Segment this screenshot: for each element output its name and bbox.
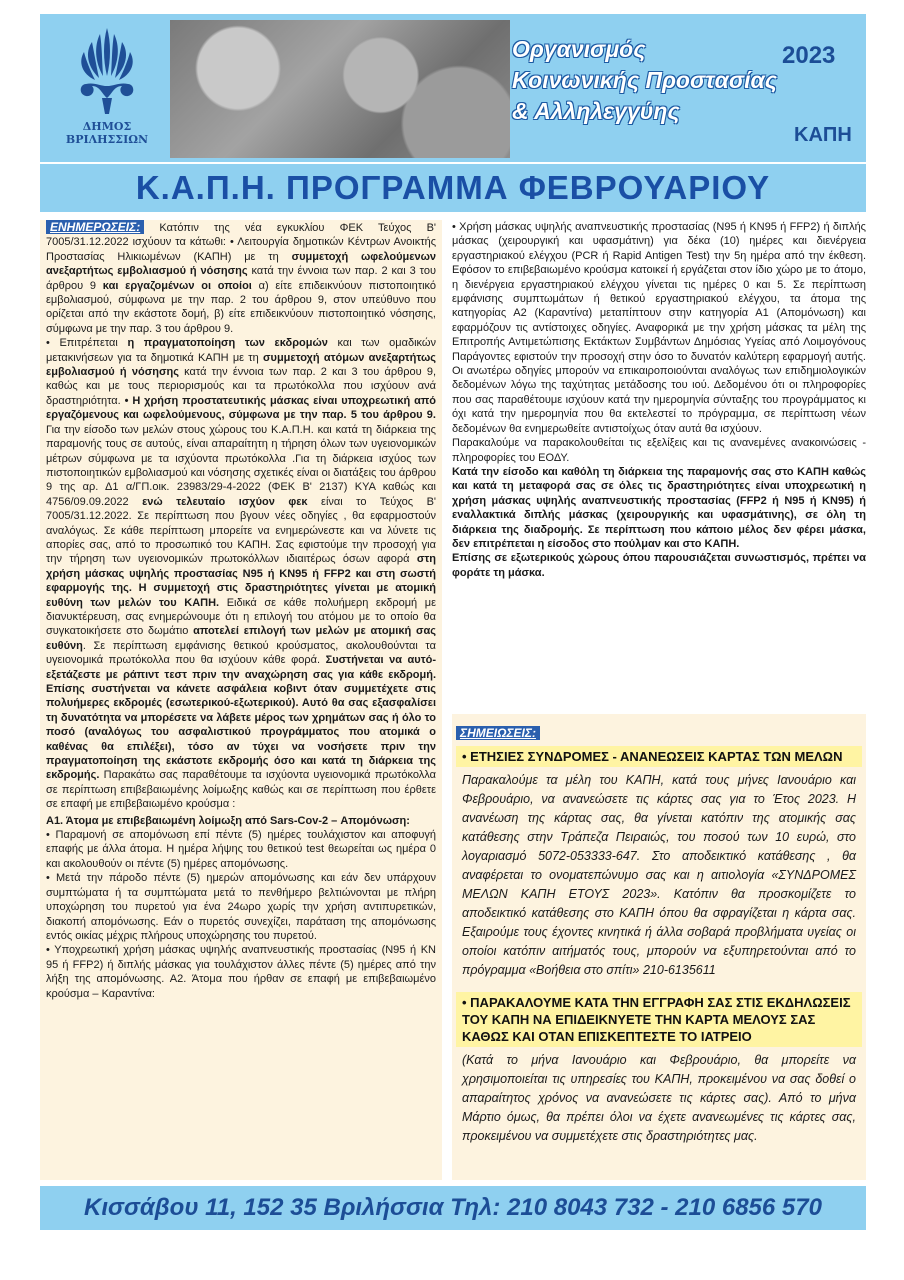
text: Για την είσοδο των μελών στους χώρους του Κ.Α.Π.Η. και κατά τη διάρκεια της παραμονής τους σε αυτούς, είναι απαραίτητη η τήρηση όλων των υγειονομικών μέτρων σύμφωνα με τα ισχύοντα πρωτόκολλα .Για τη διάρκεια ισχύος των πιστοποιητικών εμβολιασμού και νόσησης σχετικές είναι οι διατάξεις του άρθρου 9 της αρ. Δ1 α/ΓΠ.οικ. 23983/29-4-2022 (ΦΕΚ Β' 2137) ΚΥΑ καθώς και 4756/09.09.2022 — [46, 423, 436, 508]
org-line1: Οργανισμός — [512, 36, 646, 62]
note-2-heading: • ΠΑΡΑΚΑΛΟΥΜΕ ΚΑΤΑ ΤΗΝ ΕΓΓΡΑΦΗ ΣΑΣ ΣΤΙΣ ΕΚΔΗΛΩΣΕΙΣ ΤΟΥ ΚΑΠΗ ΝΑ ΕΠΙΔΕΙΚΝΥΕΤΕ ΤΗΝ ΚΑΡΤΑ ΜΕΛΟΥΣ ΣΑΣ ΚΑΘΩΣ ΚΑΙ ΟΤΑΝ ΕΠΙΣΚΕΠΤΕΣΤΕ ΤΟ ΙΑΤΡΕΙΟ — [456, 992, 862, 1047]
text-bold: • Η χρήση προστατευτικής μάσκας είναι υποχρεωτική από εργαζόμενους και ωφελούμενους, σύμφωνα με την παρ. 5 του άρθρου 9. — [46, 394, 436, 422]
text-bold: Συστήνεται να αυτό-εξετάζεστε με ράπιντ τεστ πριν την αναχώρηση σας για κάθε εκδρομή. Επίσης συστήνεται να κάνετε ασφάλεια κοβιντ όταν συμμετέχετε στις πολυήμερες εκδρομές (εσωτερικού-εξωτερικού). Αυτό θα σας εξασφαλίσει τη δυνατότητα να μπορέσετε να λάβετε μέρος των χρημάτων σας ή όλο το ποσό (αναλόγως του ασφαλιστικού προγράμματος που ατομικά ο καθένας θα επιλέξει), τόσο αν τύχει να νοσήσετε πριν την πραγματοποίηση της εκάστοτε εκδρομής όσο και κατά τη διάρκεια της εκδρομής. — [46, 654, 437, 782]
notes-label: ΣΗΜΕΙΩΣΕΙΣ: — [456, 726, 540, 740]
isolation-heading — [46, 814, 436, 828]
note-1-body: Παρακαλούμε τα μέλη του ΚΑΠΗ, κατά τους μήνες Ιανουάριο και Φεβρουάριο, να ανανεώσετε τις κάρτες σας για το Έτος 2023. Η ανανέωση της κάρτας σας, θα γίνεται κατόπιν της ατομικής σας κατάθεσης στην Τράπεζα Πειραιώς, του ποσού των 10 ευρώ, στο λογαριασμό 5072-053333-647. Στο αποδεικτικό κατάθεσης , θα αναφέρεται το ονοματεπώνυμο σας και η αιτιολογία «ΣΥΝΔΡΟΜΕΣ ΜΕΛΩΝ ΚΑΠΗ ΕΤΟΥΣ 2023». Κατόπιν θα προσκομίζετε το αποδεικτικό κατάθεσης στο ΚΑΠΗ όπου θα σφραγίζεται η κάρτα σας. Εξαιρούμε τους έχοντες κινητικά ή άλλα σοβαρά προβλήματα υγείας οι οποίοι κατόπιν αιτήματός τους, μπορούν να εξυπηρετούνται από το πρόγραμμα «Βοήθεια στο σπίτι» 210-6135611 — [462, 773, 856, 977]
palmette-icon — [72, 24, 142, 120]
text: κατά την έννοια των παρ. 2 και 3 του άρθρου 9, καθώς και με τους περιορισμούς και τα πρωτόκολλα που ισχύουν ανά δραστηριότητα. — [46, 366, 436, 407]
text: Ειδικά σε κάθε πολυήμερη εκδρομή με διανυκτέρευση, σας ενημερώνουμε ότι η επιλογή του ατόμου με το οποίο θα συγκατοικήσετε στο δωμάτιο — [46, 596, 436, 638]
text-bold: Επίσης σε εξωτερικούς χώρους όπου παρουσιάζεται συνωστισμός, πρέπει να φοράτε τη μάσκα. — [452, 552, 866, 579]
isolation-bullet-3: • Υποχρεωτική χρήση μάσκας υψηλής αναπνευστικής προστασίας (N95 ή KN 95 ή FFP2) ή διπλής μάσκας για τουλάχιστον άλλες πέντε (5) ημέρες από την λήξη της απομόνωσης. Α2. Άτομα που ήρθαν σε επαφή με επιβεβαιωμένο κρούσμα – Καραντίνα: — [46, 944, 436, 1000]
updates-label: ΕΝΗΜΕΡΩΣΕΙΣ: — [46, 220, 144, 234]
text-bold: συμμετοχή ατόμων ανεξαρτήτως εμβολιασμού ή νόσησης — [46, 351, 436, 379]
flyer-page — [40, 14, 866, 1230]
text-bold: αποτελεί επιλογή των μελών με ατομική σας ευθύνη — [46, 625, 436, 652]
guidance-paragraph-2: Παρακαλούμε να παρακολουθείται τις εξελίξεις και τις ανανεμένες ανακοινώσεις - πληροφορίες του ΕΟΔΥ. — [452, 437, 866, 464]
text-bold: στη χρήση μάσκας υψηλής προστασίας N95 ή KN95 ή FFP2 και στη σωστή εφαρμογής της. Η συμμετοχή στις δραστηριότητες γίνεται με ατομική ευθύνη των μελών του ΚΑΠΗ. — [46, 553, 436, 609]
logo-line1: ΔΗΜΟΣ — [82, 120, 132, 133]
municipality-logo — [48, 24, 166, 154]
text-bold: η πραγματοποίηση των εκδρομών — [127, 337, 328, 350]
text: α) είτε επιδεικνύουν πιστοποιητικό εμβολιασμού, σύμφωνα με την παρ. 2 του άρθρου 9, στον υπεύθυνο που ορίζεται από την εκάστοτε δομή, β) είτε επιδεικνύουν πιστοποιητικό νόσησης, σύμφωνα με την παρ. 3 του άρθρου 9. — [46, 279, 436, 335]
mask-rule-paragraph — [452, 465, 866, 551]
text-bold: Κατά την είσοδο και καθόλη τη διάρκεια της παραμονής σας στο ΚΑΠΗ καθώς και κατά τη μεταφορά σας σε όλες τις δραστηριότητες είναι υποχρεωτική η χρήση μάσκας υψηλής αναπνευστικής προστασίας (FFP2 ή N95 ή KN95) ή εναλλακτικά διπλής μάσκας (χειρουργικής και υφασμάτινης), σε όλη τη διάρκεια της διαδρομής. Σε περίπτωση που κάποιο μέλος δεν φέρει μάσκα, δεν επιτρέπεται η είσοδος στο πούλμαν και στο ΚΑΠΗ. — [452, 465, 866, 550]
text-bold: ενώ τελευταίο ισχύον φεκ — [142, 495, 308, 508]
page-title: Κ.Α.Π.Η. ΠΡΟΓΡΑΜΜΑ ΦΕΒΡΟΥΑΡΙΟΥ — [135, 169, 771, 206]
kapi-label: ΚΑΠΗ — [794, 124, 852, 146]
text: είναι το Τεύχος Β' 7005/31.12.2022. Σε περίπτωση που βγουν νέες οδηγίες , θα εφαρμοστούν αναλόγως. Σε κάθε περίπτωση μπορείτε να ενημερώνεστε και να λύνετε τις απορίες σας, από το προσωπικό του ΚΑΠΗ. Σας εφιστούμε την προσοχή για την τήρηση των υγειονομικών πρωτοκόλλων ιδιαιτέρως όσων αφορά — [46, 495, 437, 566]
organization-title — [512, 34, 782, 127]
text: κατά την έννοια των παρ. 2 και 3 του άρθρου 9 — [46, 265, 436, 292]
note-1-heading: • ΕΤΗΣΙΕΣ ΣΥΝΔΡΟΜΕΣ - ΑΝΑΝΕΩΣΕΙΣ ΚΑΡΤΑΣ ΤΩΝ ΜΕΛΩΝ — [456, 746, 862, 767]
text: και των ομαδικών μετακινήσεων για τα δημοτικά ΚΑΠΗ με τη — [46, 337, 437, 364]
text: Κατόπιν της νέα εγκυκλίου ΦΕΚ Τεύχος Β' 7005/31.12.2022 ισχύουν τα κάτωθι: • Λειτουργία δημοτικών Κέντρων Ανοικτής Προστασίας Ηλικιωμένων (ΚΑΠΗ) με τη — [46, 222, 437, 263]
header — [40, 14, 866, 162]
title-banner — [40, 164, 866, 212]
footer-text: Κισσάβου 11, 152 35 Βριλήσσια Τηλ: 210 8043 732 - 210 6856 570 — [84, 1194, 822, 1221]
text: • Επιτρέπεται — [46, 337, 128, 350]
footer-contact — [40, 1186, 866, 1230]
org-line3: & Αλληλεγγύης — [512, 98, 680, 124]
logo-line2: ΒΡΙΛΗΣΣΙΩΝ — [65, 133, 149, 146]
header-photo — [170, 20, 510, 158]
text: Παρακάτω σας παραθέτουμε τα ισχύοντα υγειονομικά πρωτόκολλα σε περίπτωση επιβεβαιωμένης λοίμωξης καθώς και σε περίπτωση που έρθετε σε επαφή με επιβεβαιωμένο κρούσμα : — [46, 769, 436, 811]
updates-paragraph-1 — [46, 220, 436, 336]
guidance-column — [452, 220, 866, 580]
guidance-paragraph-1: • Χρήση μάσκας υψηλής αναπνευστικής προστασίας (N95 ή KN95 ή FFP2) ή διπλής μάσκας (χειρουργική και υφασμάτινη) για δέκα (10) ημέρες και διενέργεια εργαστηριακού ελέγχου (PCR ή Rapid Antigen Test) την 5η ημέρα από την έκθεση. Εφόσον το επιβεβαιωμένο κρούσμα κατοικεί ή εργάζεται στον ίδιο χώρο με το άτομο, η διενέργεια εργαστηριακού ελέγχου γίνεται τις ημέρες 0 και 5. Σε περίπτωση εμφάνισης συμπτωμάτων ή θετικού εργαστηριακού ελέγχου, τα άτομα της κατηγορίας Α2 (Καραντίνα) μεταπίπτουν στην κατηγορία Α1 (Απομόνωση) και εφαρμόζουν τις αντίστοιχες οδηγίες. Αναφορικά με την χρήση μάσκας τα μέλη της Επιτροπής Αντιμετώπισης Εκτάκτων Συμβάντων Δημόσιας Υγείας από Λοιμογόνους Παράγοντες εφιστούν την προσοχή στην όσο το δυνατόν καλύτερη εφαρμογή αυτής. Οι ανωτέρω οδηγίες μπορούν να επικαιροποιούνται αναλόγως των επιδημιολογικών δεδομένων λόγω της ταχύτητας μετάδοσης του ιού. Δεδομένου ότι οι πληροφορίες που σας παραθέτουμε ισχύουν κατά την ημερομηνία σύνταξης του προγράμματος κι όχι κατά την ημερομηνία που θα εκτελεστεί το πρόγραμμα, σε περίπτωση νέων δεδομένων θα ενημερωθείτε αντιστοίχως όταν αυτά θα ισχύουν. — [452, 221, 866, 435]
org-line2: Κοινωνικής Προστασίας — [512, 67, 778, 93]
notes-section — [452, 714, 866, 1180]
updates-column — [40, 220, 442, 1180]
text: . Σε περίπτωση εμφάνισης θετικού κρούσματος, ακολουθούνται τα υγειονομικά πρωτόκολλα που θα ισχύουν κάθε φορά. — [46, 639, 436, 667]
updates-paragraph-2 — [46, 336, 436, 811]
year: 2023 — [782, 42, 836, 69]
isolation-bullet-2: • Μετά την πάροδο πέντε (5) ημερών απομόνωσης και εάν δεν υπάρχουν συμπτώματα ή τα συμπτώματα μετά το πενθήμερο βελτιώνονται με πλήρη υποχώρηση του πυρετού για ένα 24ωρο χωρίς την χρήση αντιπυρετικών, διακοπή απομόνωσης. Εάν ο πυρετός συνεχίζει, παράταση της απομόνωσης εντός οικίας μέχρις πλήρους υποχώρησης του πυρετού. — [46, 872, 436, 942]
text-bold: Α1. Άτομα με επιβεβαιωμένη λοίμωξη από Sars-Cov-2 – Απομόνωση: — [46, 814, 410, 827]
text-bold: συμμετοχή ωφελούμενων ανεξαρτήτως εμβολιασμού ή νόσησης — [46, 250, 436, 278]
text-bold: και εργαζομένων οι οποίοι — [102, 279, 252, 292]
isolation-bullet-1: • Παραμονή σε απομόνωση επί πέντε (5) ημέρες τουλάχιστον και αποφυγή επαφής με άλλα άτομα. Η ημέρα λήψης του θετικού test θεωρείται ως ημέρα 0 και ακολουθούν οι πέντε (5) ημέρες απομόνωσης. — [46, 829, 436, 870]
outdoor-mask-paragraph — [452, 551, 866, 580]
note-2-body: (Κατά το μήνα Ιανουάριο και Φεβρουάριο, θα μπορείτε να χρησιμοποιείται τις υπηρεσίες του ΚΑΠΗ, προκειμένου να σας δοθεί ο απαραίτητος χρόνος να ανανεώσετε τις κάρτες σας). Από το μήνα Μάρτιο όμως, θα πρέπει όλοι να έχετε ανανεωμένες τις κάρτες σας, προκειμένου να συμμετέχετε στις δραστηριότητες μας. — [462, 1053, 856, 1143]
